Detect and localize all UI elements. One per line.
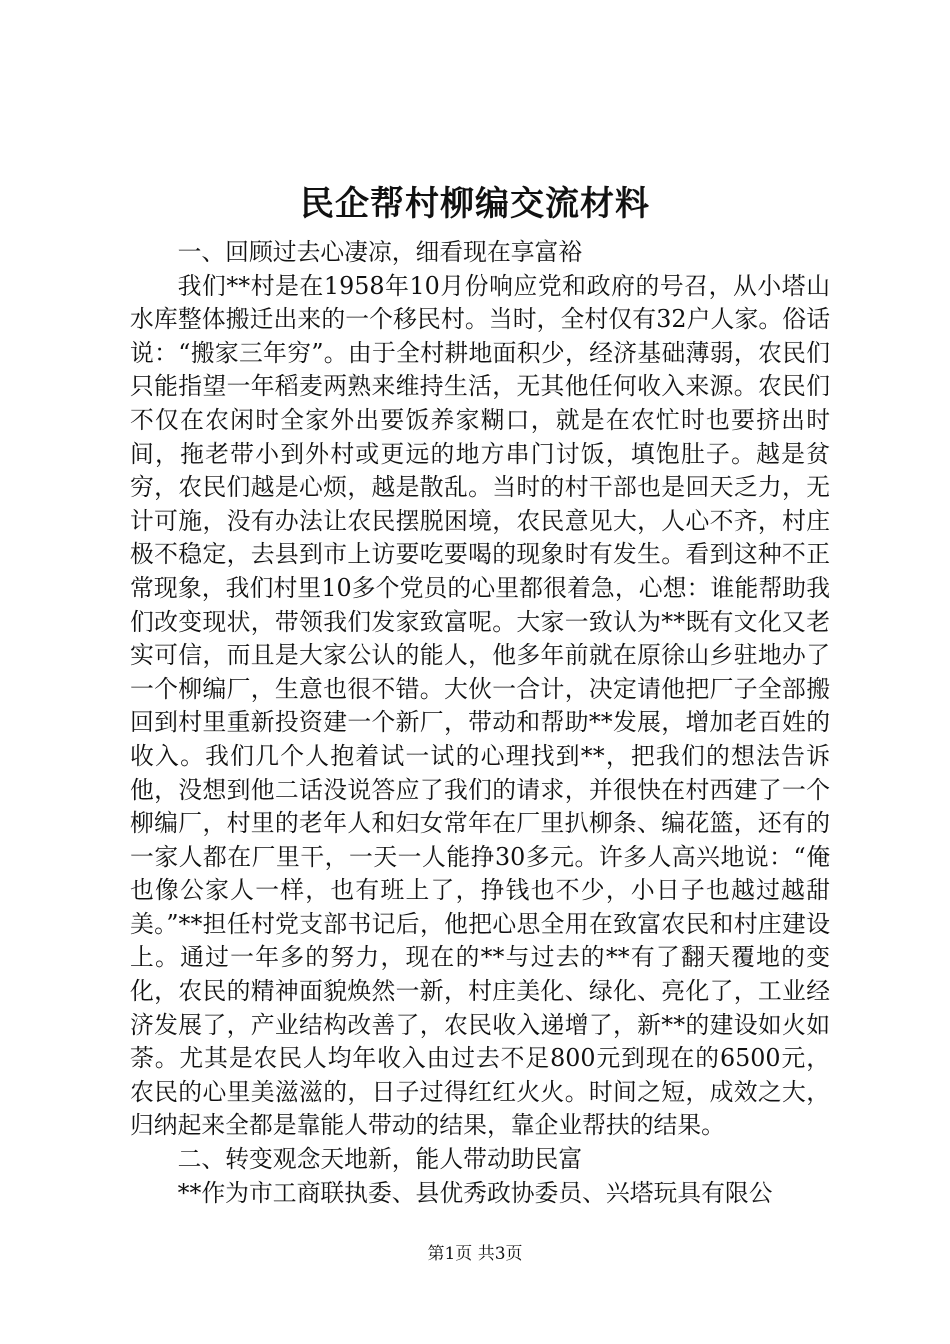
section-1-paragraph: 我们**村是在1958年10月份响应党和政府的号召，从小塔山水库整体搬迁出来的一个移民村。当时，全村仅有32户人家。俗话说：“搬家三年穷”。由于全村耕地面积少，经济基础薄弱，农民们只能指望一年稻麦两熟来维持生活，无其他任何收入来源。农民们不仅在农闲时全家外出要饭养家糊口，就是在农忙时也要挤出时间，拖老带小到外村或更远的地方串门讨饭，填饱肚子。越是贫穷，农民们越是心烦，越是散乱。当时的村干部也是回天乏力，无计可施，没有办法让农民摆脱困境，农民意见大，人心不齐，村庄极不稳定，去县到市上访要吃要喝的现象时有发生。看到这种不正常现象，我们村里10多个党员的心里都很着急，心想：谁能帮助我们改变现状，带领我们发家致富呢。大家一致认为**既有文化又老实可信，而且是大家公认的能人，他多年前就在原徐山乡驻地办了一个柳编厂，生意也很不错。大伙一合计，决定请他把厂子全部搬回到村里重新投资建一个新厂，带动和帮助**发展，增加老百姓的收入。我们几个人抱着试一试的心理找到**，把我们的想法告诉他，没想到他二话没说答应了我们的请求，并很快在村西建了一个柳编厂，村里的老年人和妇女常年在厂里扒柳条、编花篮，还有的一家人都在厂里干，一天一人能挣30多元。许多人高兴地说：“俺也像公家人一样，也有班上了，挣钱也不少，小日子也越过越甜美。”**担任村党支部书记后，他把心思全用在致富农民和村庄建设上。通过一年多的努力，现在的**与过去的**有了翻天覆地的变化，农民的精神面貌焕然一新，村庄美化、绿化、亮化了，工业经济发展了，产业结构改善了，农民收入递增了，新**的建设如火如荼。尤其是农民人均年收入由过去不足800元到现在的6500元，农民的心里美滋滋的，日子过得红红火火。时间之短，成效之大，归纳起来全都是靠能人带动的结果，靠企业帮扶的结果。 (130, 271, 830, 1140)
document-body (130, 236, 830, 1210)
section-1-heading: 一、回顾过去心凄凉，细看现在享富裕 (177, 238, 583, 266)
section-2-paragraph: **作为市工商联执委、县优秀政协委员、兴塔玩具有限公 (177, 1178, 773, 1207)
page-footer: 第1页 共3页 (427, 1244, 523, 1264)
section-2-heading: 二、转变观念天地新，能人带动助民富 (177, 1145, 583, 1174)
document-title: 民企帮村柳编交流材料 (300, 184, 650, 224)
